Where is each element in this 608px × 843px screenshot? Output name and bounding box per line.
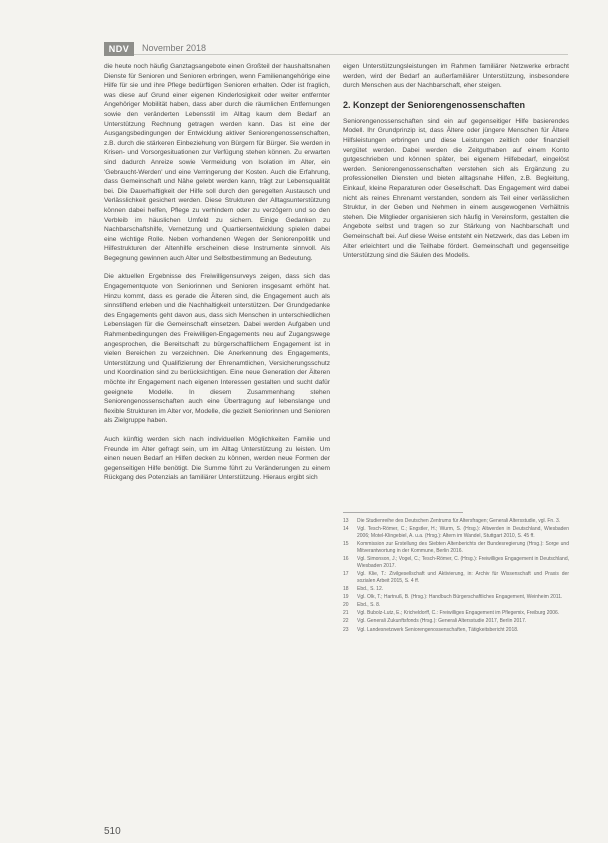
- section-heading: 2. Konzept der Seniorengenossenschaften: [343, 99, 526, 110]
- footnote: [343, 571, 569, 585]
- footnote-rule: [343, 512, 463, 513]
- left-paragraph: Die aktuellen Ergebnisse des Freiwilligensurveys zeigen, dass sich das Engagementquote von Seniorinnen und Senioren insgesamt erhöht hat. Hinzu kommt, dass es gerade die Älteren sind, die Engagement auch als sinnstiftend erleben und die Nachhaltigkeit unterstützen. Der Grundgedanke des Engagements geht davon aus, dass sich Menschen in unterschiedlichen Lebenslagen für die Gemeinschaft einsetzen. Dabei werden Aufgaben und Rahmenbedingungen des Freiwilligen-Engagements neu auf Zugangswege angesprochen, die Bereitschaft zu bürgerschaftlichem Engagement ist in vielen Bereichen zu verzeichnen. Die Anerkennung des Engagements, Unterstützung und Qualifizierung der Ehrenamtlichen, Versicherungsschutz und Koordination sind zu berücksichtigen. Eine neue Generation der Älteren möchte ihr Engagement nach eigenen Interessen gestalten und sucht dafür geeignete Modelle. In diesem Zusammenhang stehen Seniorengenossenschaften auch eine Übertragung auf lebenslange und flexible Strukturen im Alter vor, Modelle, die gezielt Seniorinnen und Senioren als Zielgruppe haben.: [104, 273, 330, 425]
- footnote-text: Vgl. Landesnetzwerk Seniorengenossenschaften, Tätigkeitsbericht 2018.: [357, 626, 519, 633]
- footnote-text: Vgl. Generali Zukunftsfonds (Hrsg.): Generali Altersstudie 2017, Berlin 2017.: [357, 618, 527, 625]
- footnote: [343, 618, 569, 625]
- footnote-number: 15: [343, 541, 349, 548]
- footnote-text: Ebd., S. 8.: [357, 602, 381, 609]
- footnote-text: Vgl. Bubolz-Lutz, E.; Kricheldorff, C.: Freiwilliges Engagement im Pflegemix, Freiburg 2006.: [357, 610, 560, 617]
- footnote-text: Vgl. Simonson, J.; Vogel, C.; Tesch-Römer, C. (Hrsg.): Freiwilliges Engagement in Deutschland, Wiesbaden 2017.: [357, 556, 569, 569]
- footnote: [343, 602, 569, 609]
- footnote: [343, 526, 569, 540]
- footnote-number: 22: [343, 618, 349, 625]
- footnote-number: 20: [343, 602, 349, 609]
- left-column: [104, 62, 330, 806]
- right-intro-paragraph: eigen Unterstützungsleistungen im Rahmen familiärer Netzwerke erbracht werden, wird der Bedarf an außerfamiliärer Unterstützung, insbesondere durch Menschen aus der Nachbarschaft, eher steigen.: [343, 63, 569, 90]
- footnote-number: 17: [343, 571, 349, 578]
- footnote-text: Ebd., S. 12.: [357, 586, 384, 593]
- footnote-text: Vgl. Klie, T.: Zivilgesellschaft und Aktivierung, in: Archiv für Wissenschaft und Praxis der sozialen Arbeit 2015, S. 4 ff.: [357, 571, 569, 584]
- issue-date: November 2018: [142, 43, 207, 53]
- footnotes: [343, 518, 569, 818]
- footnote-number: 18: [343, 586, 349, 593]
- right-body-paragraph: Seniorengenossenschaften sind ein auf gegenseitiger Hilfe basierendes Modell. Ihr Grundprinzip ist, dass Ältere oder jüngere Menschen für Ältere Hilfsleistungen erbringen und diese Leistungen zeitlich oder finanziell vergütet werden. Dabei werden die Zeitguthaben auf einem Konto gutgeschrieben und können später, bei eigenem Hilfebedarf, eingelöst werden. Seniorengenossenschaften verstehen sich als Ergänzung zu professionellen Diensten und bieten alltagsnahe Hilfen, z.B. Begleitung, Einkauf, kleine Reparaturen oder Gesellschaft. Das Engagement wird dabei nicht als reines Ehrenamt verstanden, sondern als Teil einer verlässlichen Struktur, in der Geben und Nehmen in einem ausgewogenen Verhältnis stehen. Die Mitglieder organisieren sich häufig in Vereinsform, gestalten die Angebote selbst und tragen so zur Stärkung von Nachbarschaft und Gemeinschaft bei. Auf diese Weise entsteht ein Netzwerk, das das Leben im Alter erleichtert und die Teilhabe fördert. Gemeinschaft und gegenseitige Unterstützung sind die Säulen des Modells.: [343, 117, 569, 260]
- footnote-text: Die Studienreihe des Deutschen Zentrums für Altersfragen; Generali Altersstudie, vgl. Fn. 3.: [357, 518, 561, 524]
- left-paragraph: die heute noch häufig Ganztagsangebote einen Großteil der haushaltsnahen Dienste für Senioren und Senioren erbringen, wenn Familienangehörige eine Hilfe für sie und ihre Pflege bedürftigen Senioren erhalten. Oder ist fraglich, was diese auf Grund einer eigenen Kinderlosigkeit oder weiter entfernter Angehöriger Mobilität haben, dass aber durch die räumlichen Entfernungen sowie den veränderten Lebensstil im Alltag kaum dem Bedarf an Unterstützung Rechnung getragen werden kann. Das ist eine der Ausgangsbedingungen der Entwicklung aktiver Seniorengenossenschaften, z.B. durch die stärkeren Einbeziehung von Bürgern für Bürger. Sie werden in Krisen- und Vorsorgesituationen zur Verfügung stehen können. Zu erwarten sind dadurch Anreize sowie Vermeidung von Isolation im Alter, ein 'Gebraucht-Werden' und eine Verringerung der Kosten. Auch die Erfahrung, dass Gemeinschaft und Nähe gelebt werden kann, trägt zur Lebensqualität bei. Die Dauerhaftigkeit der Hilfe soll durch den geregelten Austausch und Verlässlichkeit gesichert werden. Diese Strukturen der Alltagsunterstützung können dabei helfen, Pflege zu verhindern oder zu verzögern und so den Verbleib im häuslichen Umfeld zu sichern. Einige Gedanken zu Nachbarschaftshilfe, Vernetzung und Quartiersentwicklung spielen dabei eine wichtige Rolle. Neben vorhandenen Wegen der Seniorenpolitik und Hilfestrukturen der Altenhilfe erscheinen diese Instrumente sinnvoll. Als Begegnung gewinnen auch Alter und Selbstbestimmung an Bedeutung.: [104, 63, 330, 262]
- footnote-number: 16: [343, 556, 349, 563]
- footnote-number: 19: [343, 594, 349, 601]
- footnote-text: Vgl. Olk, T.; Hartnuß, B. (Hrsg.): Handbuch Bürgerschaftliches Engagement, Weinheim 2011.: [357, 594, 563, 601]
- footnote-number: 21: [343, 610, 349, 617]
- page-number: 510: [104, 826, 121, 837]
- left-paragraph: Auch künftig werden sich nach individuellen Möglichkeiten Familie und Freunde im Alter gefragt sein, um im Alltag Unterstützung zu leisten. Um einen neuen Bedarf an Hilfen decken zu können, werden neue Formen der gegenseitigen Hilfe benötigt. Die Summe führt zu Veränderungen zu einem Rückgang des Potenzials an familiärer Unterstützung. Hieraus ergibt sich: [104, 435, 330, 482]
- footnote: [343, 518, 569, 525]
- footnote-number: 23: [343, 626, 349, 633]
- footnote: [343, 556, 569, 570]
- right-column: [343, 62, 569, 494]
- footnote: [343, 627, 569, 634]
- footnote-text: Vgl. Tesch-Römer, C.; Engstler, H.; Wurm, S. (Hrsg.): Altwerden in Deutschland, Wiesbaden 2006; Motel-Klingebiel, A. u.a. (Hrsg.): Altern im Wandel, Stuttgart 2010, S. 45 ff.: [357, 526, 569, 539]
- header-rule: [104, 54, 568, 55]
- footnote: [343, 586, 569, 593]
- footnote-number: 14: [343, 526, 349, 533]
- footnote: [343, 610, 569, 617]
- footnote: [343, 541, 569, 555]
- journal-badge: NDV: [104, 42, 134, 56]
- footnote-number: 13: [343, 518, 349, 524]
- footnote-text: Kommission zur Erstellung des Siebten Altenberichts der Bundesregierung (Hrsg.): Sorge und Mitverantwortung in der Kommune, Berlin 2016.: [357, 541, 569, 554]
- footnote: [343, 594, 569, 601]
